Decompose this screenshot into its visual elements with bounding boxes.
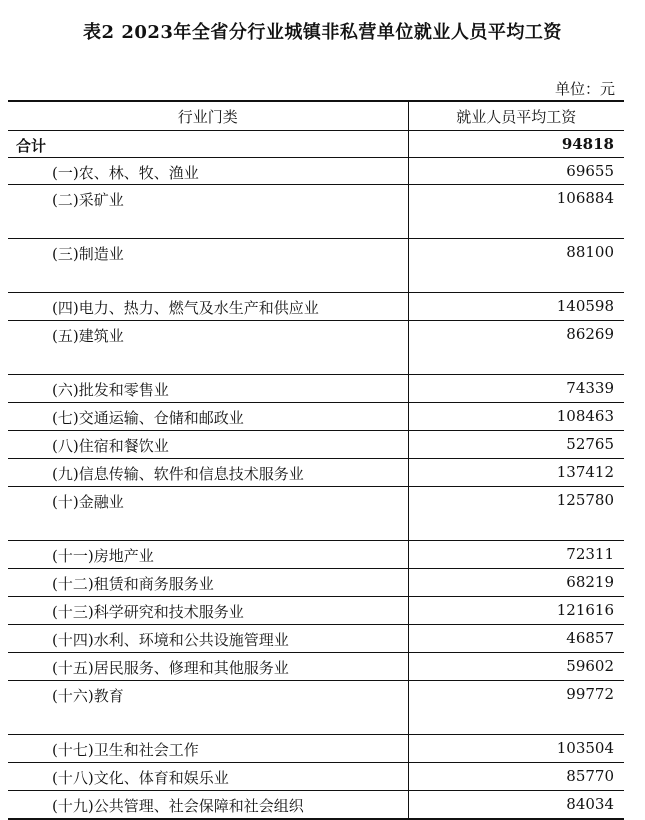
unit-label: 单位：元 bbox=[554, 80, 615, 98]
table-row bbox=[8, 653, 624, 681]
wage-value: 108463 bbox=[408, 403, 624, 431]
industry-name: (三)制造业 bbox=[8, 239, 408, 293]
total-label: 合计 bbox=[8, 131, 408, 158]
wage-value: 85770 bbox=[408, 763, 624, 791]
industry-name: (五)建筑业 bbox=[8, 321, 408, 375]
industry-name: (四)电力、热力、燃气及水生产和供应业 bbox=[8, 293, 408, 321]
table-row bbox=[8, 791, 624, 820]
table-row bbox=[8, 763, 624, 791]
industry-name: (十三)科学研究和技术服务业 bbox=[8, 597, 408, 625]
table-row bbox=[8, 293, 624, 321]
wage-value: 46857 bbox=[408, 625, 624, 653]
industry-name: (九)信息传输、软件和信息技术服务业 bbox=[8, 459, 408, 487]
table-row bbox=[8, 541, 624, 569]
wage-value: 69655 bbox=[408, 158, 624, 185]
table-row bbox=[8, 625, 624, 653]
industry-name: (十四)水利、环境和公共设施管理业 bbox=[8, 625, 408, 653]
wage-value: 86269 bbox=[408, 321, 624, 375]
wage-value: 106884 bbox=[408, 185, 624, 239]
table-row bbox=[8, 321, 624, 375]
wage-value: 88100 bbox=[408, 239, 624, 293]
table-row bbox=[8, 185, 624, 239]
table-row bbox=[8, 375, 624, 403]
total-row bbox=[8, 131, 624, 158]
industry-name: (十一)房地产业 bbox=[8, 541, 408, 569]
wage-value: 72311 bbox=[408, 541, 624, 569]
wage-value: 68219 bbox=[408, 569, 624, 597]
wage-value: 121616 bbox=[408, 597, 624, 625]
wage-value: 84034 bbox=[408, 791, 624, 820]
industry-name: (十九)公共管理、社会保障和社会组织 bbox=[8, 791, 408, 820]
table-row bbox=[8, 569, 624, 597]
industry-name: (七)交通运输、仓储和邮政业 bbox=[8, 403, 408, 431]
wage-value: 125780 bbox=[408, 487, 624, 541]
wage-table bbox=[8, 100, 624, 820]
header-row bbox=[8, 101, 624, 131]
table-row bbox=[8, 239, 624, 293]
table-row bbox=[8, 597, 624, 625]
industry-name: (十)金融业 bbox=[8, 487, 408, 541]
wage-value: 99772 bbox=[408, 681, 624, 735]
total-value: 94818 bbox=[408, 131, 624, 158]
industry-name: (十七)卫生和社会工作 bbox=[8, 735, 408, 763]
table-row bbox=[8, 681, 624, 735]
wage-value: 59602 bbox=[408, 653, 624, 681]
wage-value: 140598 bbox=[408, 293, 624, 321]
industry-name: (十五)居民服务、修理和其他服务业 bbox=[8, 653, 408, 681]
table-row bbox=[8, 158, 624, 185]
industry-name: (二)采矿业 bbox=[8, 185, 408, 239]
wage-value: 137412 bbox=[408, 459, 624, 487]
header-industry: 行业门类 bbox=[8, 101, 408, 131]
table-row bbox=[8, 459, 624, 487]
table-row bbox=[8, 431, 624, 459]
header-average-wage: 就业人员平均工资 bbox=[408, 101, 624, 131]
wage-value: 74339 bbox=[408, 375, 624, 403]
table-title: 表2 2023年全省分行业城镇非私营单位就业人员平均工资 bbox=[83, 22, 562, 43]
industry-name: (十八)文化、体育和娱乐业 bbox=[8, 763, 408, 791]
table-row bbox=[8, 735, 624, 763]
industry-name: (八)住宿和餐饮业 bbox=[8, 431, 408, 459]
industry-name: (一)农、林、牧、渔业 bbox=[8, 158, 408, 185]
table-row bbox=[8, 403, 624, 431]
wage-value: 52765 bbox=[408, 431, 624, 459]
industry-name: (十二)租赁和商务服务业 bbox=[8, 569, 408, 597]
wage-value: 103504 bbox=[408, 735, 624, 763]
table-row bbox=[8, 487, 624, 541]
industry-name: (六)批发和零售业 bbox=[8, 375, 408, 403]
industry-name: (十六)教育 bbox=[8, 681, 408, 735]
